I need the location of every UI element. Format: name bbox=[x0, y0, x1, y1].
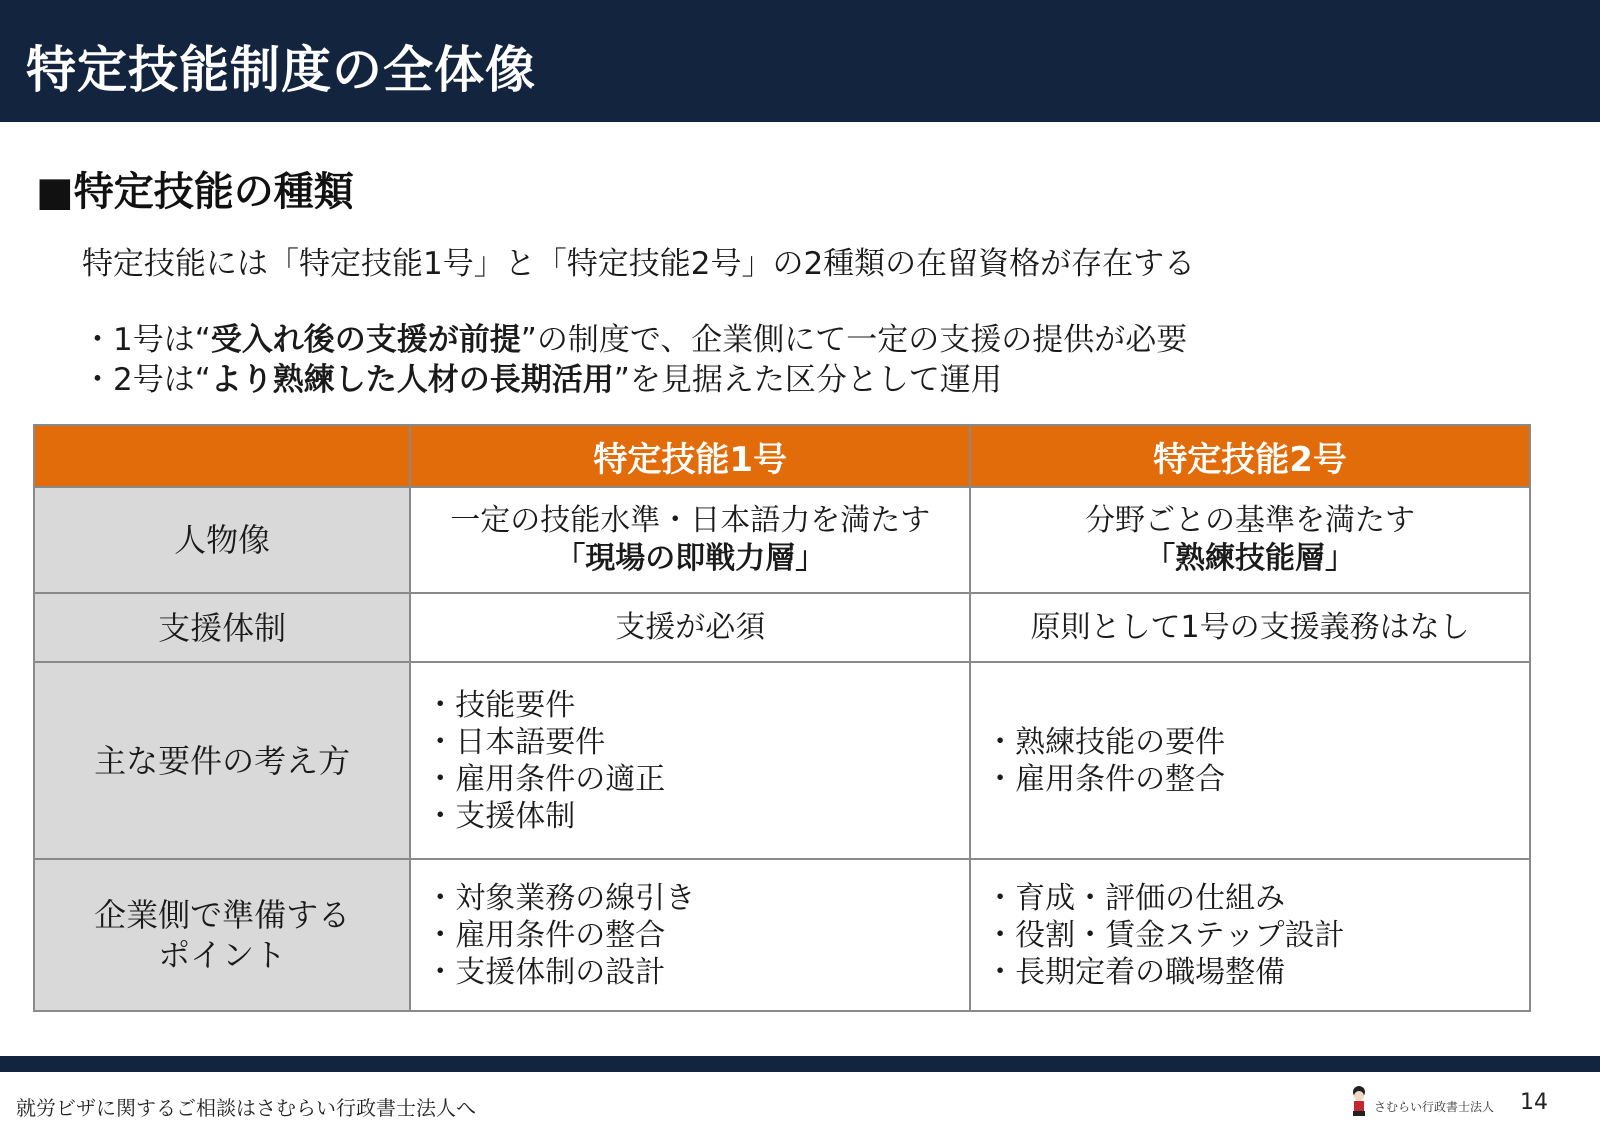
list-item: ・雇用条件の適正 bbox=[425, 761, 666, 797]
list-item: ・技能要件 bbox=[425, 687, 576, 723]
table-header-row bbox=[34, 425, 1530, 487]
cell-type2-requirements bbox=[970, 662, 1530, 859]
logo-text: さむらい行政書士法人 bbox=[1374, 1100, 1495, 1114]
bullet-list bbox=[82, 320, 1187, 400]
row-header-profile: 人物像 bbox=[34, 487, 410, 593]
table-corner-cell bbox=[34, 425, 410, 487]
header-bar bbox=[0, 0, 1600, 122]
cell-type2-profile: 分野ごとの基準を満たす 「熟練技能層」 bbox=[970, 487, 1530, 593]
table-row bbox=[34, 859, 1530, 1011]
list-item: ・役割・賃金ステップ設計 bbox=[985, 917, 1345, 953]
bullet-item: ・1号は“受入れ後の支援が前提”の制度で、企業側にて一定の支援の提供が必要 bbox=[82, 322, 1188, 358]
row-header-preparation: 企業側で準備する ポイント bbox=[34, 859, 410, 1011]
list-item: ・支援体制 bbox=[425, 798, 576, 834]
table-row bbox=[34, 593, 1530, 662]
intro-text: 特定技能には「特定技能1号」と「特定技能2号」の2種類の在留資格が存在する bbox=[82, 246, 1196, 282]
footer-text: 就労ビザに関するご相談はさむらい行政書士法人へ bbox=[16, 1096, 476, 1120]
cell-type1-profile: 一定の技能水準・日本語力を満たす 「現場の即戦力層」 bbox=[410, 487, 970, 593]
cell-type2-preparation bbox=[970, 859, 1530, 1011]
page-title: 特定技能制度の全体像 bbox=[26, 41, 536, 99]
list-item: ・対象業務の線引き bbox=[425, 880, 696, 916]
cell-type2-support: 原則として1号の支援義務はなし bbox=[970, 593, 1530, 662]
row-header-support: 支援体制 bbox=[34, 593, 410, 662]
list-item: ・雇用条件の整合 bbox=[985, 761, 1226, 797]
cell-type1-preparation bbox=[410, 859, 970, 1011]
list-item: ・日本語要件 bbox=[425, 724, 606, 760]
comparison-table bbox=[33, 424, 1531, 1012]
cell-type1-support: 支援が必須 bbox=[410, 593, 970, 662]
table-row bbox=[34, 662, 1530, 859]
list-item: ・育成・評価の仕組み bbox=[985, 880, 1286, 916]
row-header-requirements: 主な要件の考え方 bbox=[34, 662, 410, 859]
column-header-type1: 特定技能1号 bbox=[410, 425, 970, 487]
list-item: ・支援体制の設計 bbox=[425, 954, 666, 990]
bullet-item: ・2号は“より熟練した人材の長期活用”を見据えた区分として運用 bbox=[82, 362, 1002, 398]
table-row bbox=[34, 487, 1530, 593]
list-item: ・雇用条件の整合 bbox=[425, 917, 666, 953]
list-item: ・長期定着の職場整備 bbox=[985, 954, 1286, 990]
cell-type1-requirements bbox=[410, 662, 970, 859]
column-header-type2: 特定技能2号 bbox=[970, 425, 1530, 487]
section-heading: ■特定技能の種類 bbox=[36, 169, 354, 215]
footer-bar bbox=[0, 1056, 1600, 1072]
page-number: 14 bbox=[1520, 1090, 1548, 1115]
list-item: ・熟練技能の要件 bbox=[985, 724, 1226, 760]
